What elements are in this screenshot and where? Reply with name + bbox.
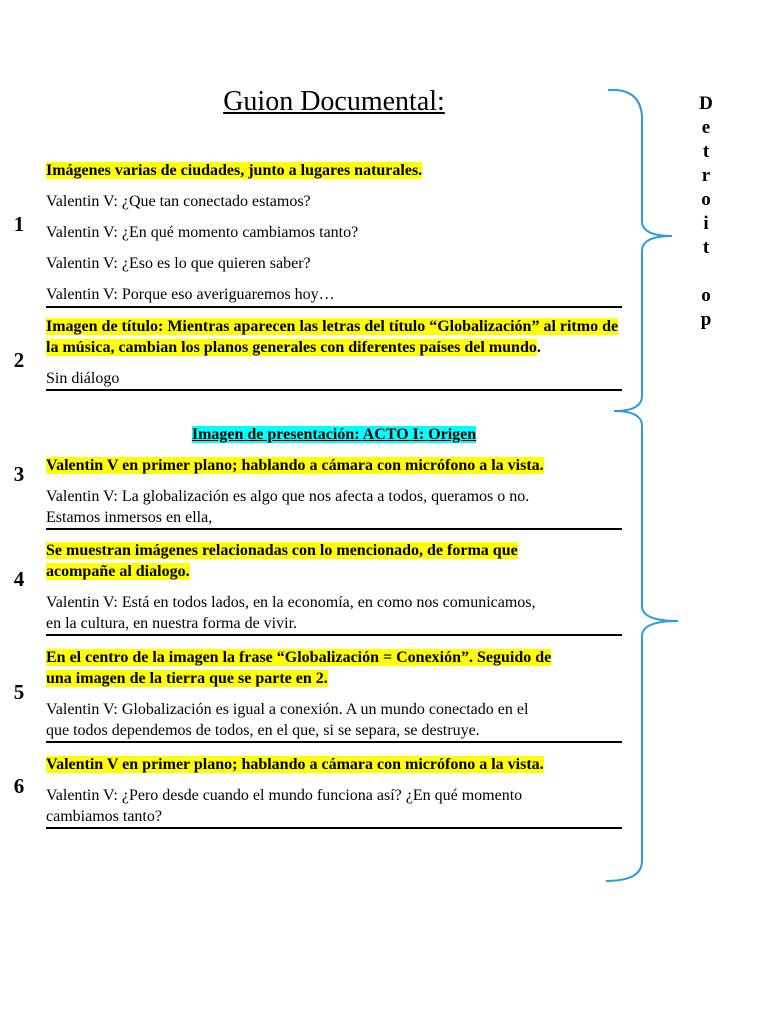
- scene-direction: Valentin V en primer plano; hablando a cámara con micrófono a la vista.: [46, 457, 544, 474]
- dialogue-line: en la cultura, en nuestra forma de vivir.: [46, 615, 298, 632]
- scene-direction: Valentin V en primer plano; hablando a cámara con micrófono a la vista.: [46, 756, 544, 773]
- act-heading: Imagen de presentación: ACTO I: Origen: [191, 426, 477, 443]
- side-letter: e: [701, 117, 711, 138]
- side-letter: p: [700, 309, 712, 330]
- side-letter: [688, 260, 724, 284]
- dialogue-line: Valentin V: ¿Pero desde cuando el mundo funciona así? ¿En qué momento: [46, 787, 523, 804]
- dialogue-line: cambiamos tanto?: [46, 808, 162, 825]
- direction-period: .: [536, 339, 541, 356]
- side-vertical-text: [688, 92, 724, 332]
- document-title: Guion Documental:: [223, 86, 445, 117]
- scene-5: [46, 647, 622, 743]
- scene-4: [46, 540, 622, 636]
- brace-top: [608, 90, 672, 411]
- scene-1: [46, 158, 622, 308]
- scene-number: 1: [13, 212, 25, 236]
- scene-direction: una imagen de la tierra que se parte en 2.: [46, 670, 328, 687]
- scene-direction: Imágenes varias de ciudades, junto a lugares naturales.: [46, 162, 423, 179]
- side-letter: i: [703, 213, 709, 234]
- right-brace: [600, 86, 690, 886]
- scene-3: [46, 455, 622, 530]
- act-heading-row: [46, 424, 622, 445]
- brace-bottom: [606, 411, 678, 881]
- dialogue-line: Valentin V: Globalización es igual a conexión. A un mundo conectado en el: [46, 701, 529, 718]
- side-letter: r: [701, 165, 711, 186]
- dialogue-line: Valentin V: Porque eso averiguaremos hoy…: [46, 286, 335, 303]
- scene-number: 2: [13, 348, 25, 372]
- dialogue-line: Valentin V: ¿Eso es lo que quieren saber?: [46, 255, 311, 272]
- scene-direction: acompañe al dialogo.: [46, 563, 190, 580]
- dialogue-line: Estamos inmersos en ella,: [46, 509, 213, 526]
- scene-2: [46, 316, 622, 391]
- scene-number: 4: [13, 567, 25, 591]
- side-letter: o: [701, 189, 711, 210]
- dialogue-line: Valentin V: La globalización es algo que nos afecta a todos, queramos o no.: [46, 488, 530, 505]
- dialogue-line: Valentin V: ¿En qué momento cambiamos tanto?: [46, 224, 359, 241]
- dialogue-line: que todos dependemos de todos, en el que, si se separa, se destruye.: [46, 722, 480, 739]
- side-letter: D: [699, 93, 713, 114]
- scene-number: 3: [13, 462, 25, 486]
- dialogue-line: Valentin V: Está en todos lados, en la economía, en como nos comunicamos,: [46, 594, 536, 611]
- scene-number: 6: [13, 774, 25, 798]
- side-letter: t: [702, 237, 710, 258]
- side-letter: t: [702, 141, 710, 162]
- scene-direction: Imagen de título: Mientras aparecen las letras del título “Globalización” al ritmo de la música, cambian los planos generales con diferentes países del mundo: [46, 318, 619, 356]
- scene-direction: En el centro de la imagen la frase “Globalización = Conexión”. Seguido de: [46, 649, 552, 666]
- dialogue-line: Sin diálogo: [46, 370, 120, 387]
- scene-6: [46, 754, 622, 829]
- dialogue-line: Valentin V: ¿Que tan conectado estamos?: [46, 193, 311, 210]
- scene-number: 5: [13, 680, 25, 704]
- side-letter: o: [701, 285, 711, 306]
- scene-direction: Se muestran imágenes relacionadas con lo mencionado, de forma que: [46, 542, 518, 559]
